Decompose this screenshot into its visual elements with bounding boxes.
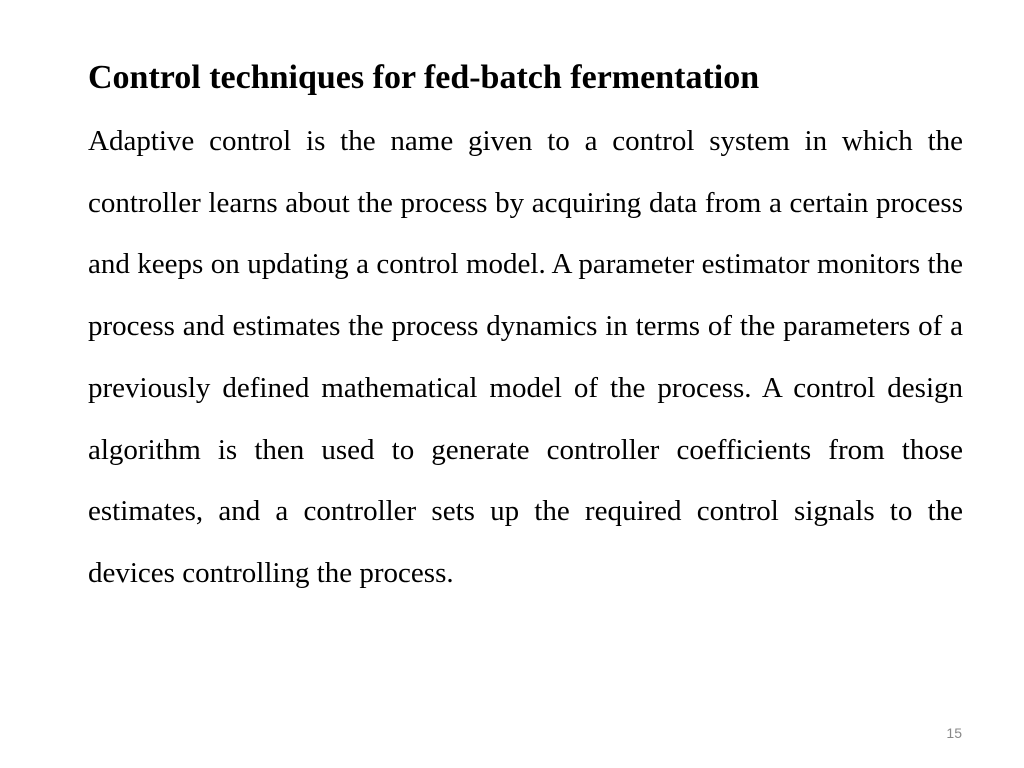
page-number: 15 <box>946 725 962 741</box>
slide-body-paragraph: Adaptive control is the name given to a control system in which the controller learns about the process by acquiring data from a certain process and keeps on updating a control model. A parameter estimator monitors the process and estimates the process dynamics in terms of the parameters of a previously defined mathematical model of the process. A control design algorithm is then used to generate controller coefficients from those estimates, and a controller sets up the required control signals to the devices controlling the process. <box>88 125 963 589</box>
slide-title: Control techniques for fed-batch fermentation <box>88 59 760 96</box>
